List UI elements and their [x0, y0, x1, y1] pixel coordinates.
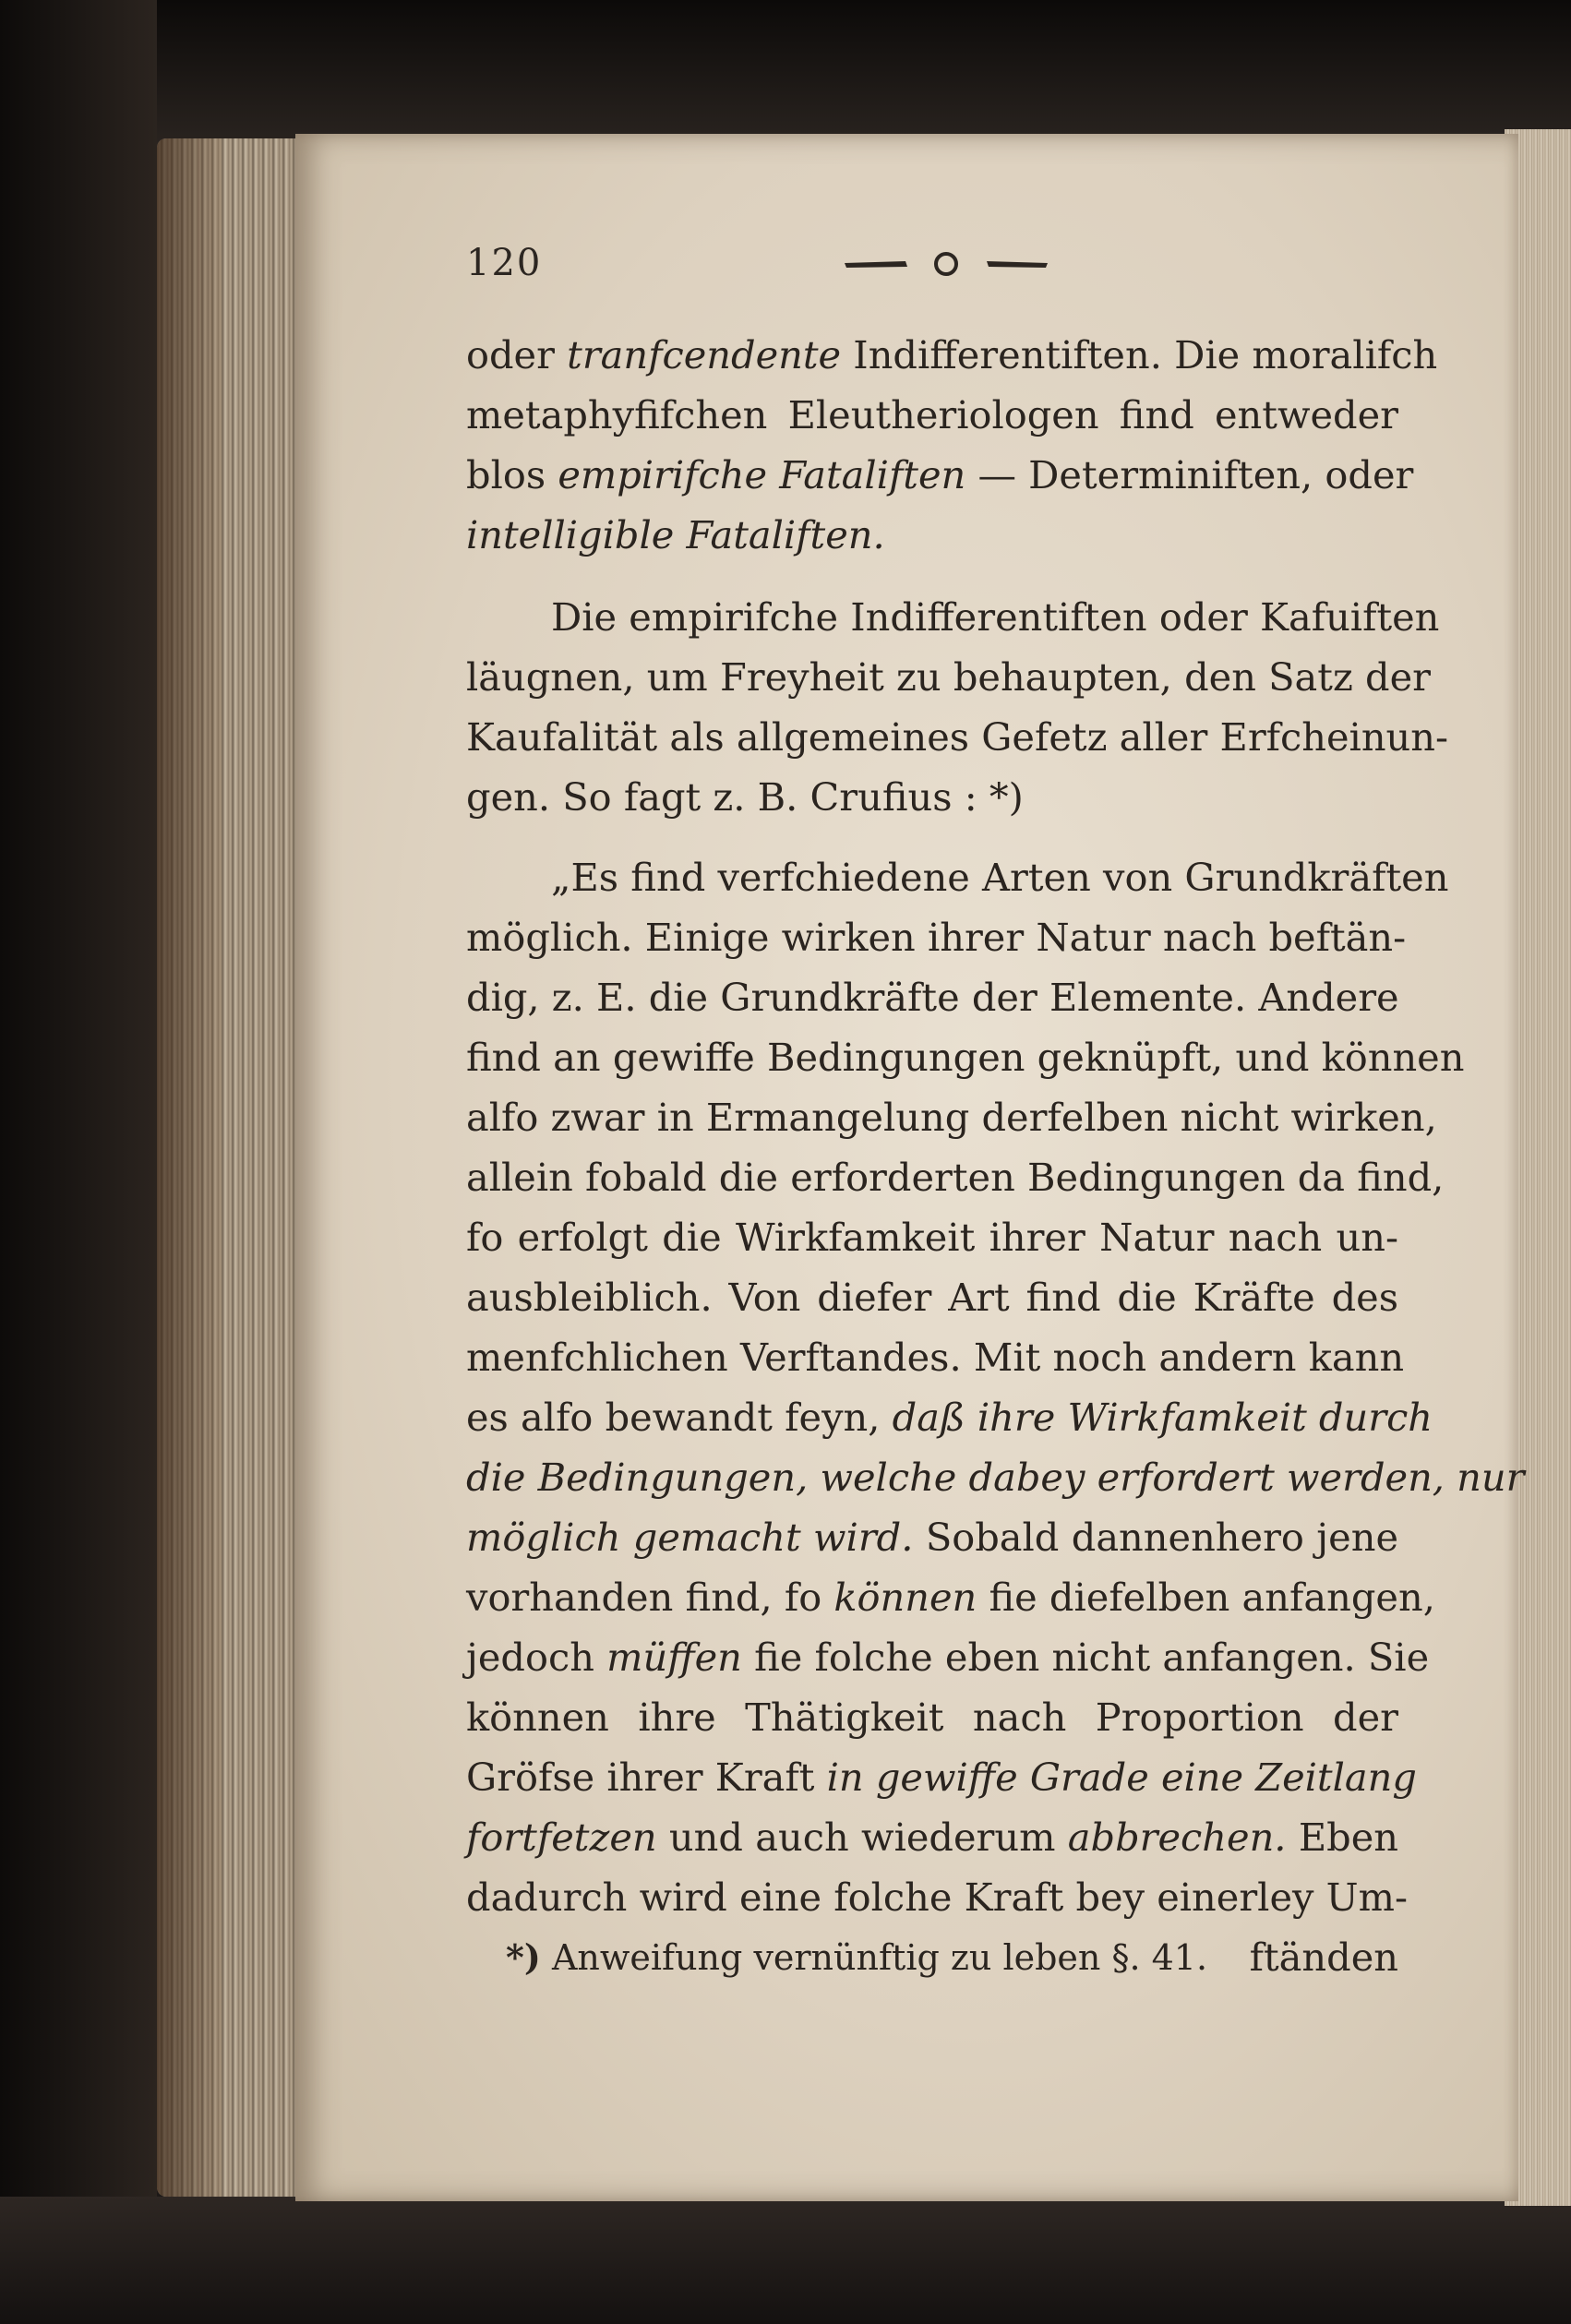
italic-phrase: die Bedingungen, welche dabey erfordert werden, nur — [466, 1455, 1525, 1500]
photo-backdrop-bottom — [0, 2197, 1571, 2324]
page-number: 120 — [466, 242, 543, 284]
text-line — [466, 1207, 1398, 1267]
footnote-mark: *) — [506, 1936, 541, 1978]
text-run: dadurch wird eine folche Kraft bey einerley Um- — [466, 1875, 1408, 1920]
text-line — [466, 1807, 1398, 1867]
text-run: ausbleiblich. Von diefer Art find die Kräfte des — [466, 1275, 1398, 1320]
text-run: Sobald dannenhero jene — [913, 1515, 1399, 1560]
text-line — [466, 325, 1438, 385]
italic-phrase: empirifche Fataliften — [558, 452, 966, 497]
text-run: menfchlichen Verftandes. Mit noch andern kann — [466, 1335, 1405, 1380]
italic-phrase: möglich gemacht wird. — [466, 1515, 914, 1560]
italic-phrase: daß ihre Wirkfamkeit durch — [892, 1395, 1433, 1440]
text-line — [466, 907, 1407, 967]
text-line — [466, 1387, 1433, 1447]
text-run: möglich. Einige wirken ihrer Natur nach beftän- — [466, 915, 1407, 960]
italic-phrase: abbrechen. — [1067, 1815, 1287, 1860]
text-line — [466, 967, 1398, 1027]
text-line — [466, 587, 1440, 647]
text-line — [466, 1687, 1398, 1747]
photo-backdrop-left — [0, 0, 157, 2324]
text-run: Indifferentiften. Die moralifch — [841, 332, 1438, 377]
italic-phrase: müffen — [606, 1635, 742, 1680]
text-line — [466, 505, 1398, 565]
text-run: vorhanden find, fo — [466, 1575, 834, 1620]
italic-phrase: fortfetzen — [466, 1815, 657, 1860]
body-text — [466, 325, 1525, 1987]
text-run: Die empirifche Indifferentiften oder Kafuiften — [551, 594, 1440, 640]
text-run: „Es find verfchiedene Arten von Grundkräften — [551, 855, 1449, 900]
paragraph-gap — [466, 827, 1398, 847]
italic-phrase: in gewiffe Grade eine Zeitlang — [826, 1755, 1417, 1800]
text-run: fo erfolgt die Wirkfamkeit ihrer Natur nach un- — [466, 1215, 1398, 1260]
text-line — [466, 707, 1449, 767]
text-line — [466, 1747, 1417, 1807]
text-line — [466, 1627, 1430, 1687]
text-run: allein fobald die erforderten Bedingungen da find, — [466, 1155, 1445, 1200]
text-run: können ihre Thätigkeit nach Proportion der — [466, 1695, 1398, 1740]
text-run: — Determiniften, oder — [965, 452, 1414, 497]
text-run: fie folche eben nicht anfangen. Sie — [741, 1635, 1430, 1680]
text-line — [466, 1327, 1405, 1387]
text-line — [466, 1447, 1525, 1507]
page-header — [466, 242, 1389, 297]
text-run: Kaufalität als allgemeines Gefetz aller Erfcheinun- — [466, 714, 1449, 760]
text-line — [466, 1507, 1398, 1567]
book-spine-shadow — [157, 138, 222, 2197]
paragraph-gap — [466, 565, 1398, 587]
text-line — [466, 1867, 1408, 1927]
text-run: läugnen, um Freyheit zu behaupten, den Satz der — [466, 654, 1431, 700]
footnote-text: Anweifung vernünftig zu leben §. 41. — [540, 1937, 1208, 1978]
text-line — [466, 647, 1431, 707]
text-line — [466, 847, 1449, 907]
catchword: ftänden — [1249, 1935, 1398, 1980]
text-run: und auch wiederum — [656, 1815, 1068, 1860]
text-line — [466, 1087, 1437, 1147]
text-run: Gröfse ihrer Kraft — [466, 1755, 827, 1800]
text-run: es alfo bewandt feyn, — [466, 1395, 893, 1440]
text-run: gen. So fagt z. B. Crufius : *) — [466, 774, 1024, 820]
text-line — [466, 1027, 1465, 1087]
italic-phrase: können — [833, 1575, 977, 1620]
photo-backdrop-top — [0, 0, 1571, 148]
text-run: jedoch — [466, 1635, 607, 1680]
text-line — [466, 1267, 1398, 1327]
text-run: Eben — [1286, 1815, 1398, 1860]
text-run: blos — [466, 452, 558, 497]
text-line — [466, 1147, 1445, 1207]
text-run: dig, z. E. die Grundkräfte der Elemente. Andere — [466, 975, 1399, 1020]
footnote — [506, 1936, 1337, 1978]
text-run: alfo zwar in Ermangelung derfelben nicht wirken, — [466, 1095, 1437, 1140]
text-line — [466, 767, 1398, 827]
text-run: oder — [466, 332, 568, 377]
text-line — [466, 445, 1414, 505]
text-line — [466, 385, 1398, 445]
text-run: fie diefelben anfangen, — [977, 1575, 1435, 1620]
italic-phrase: intelligible Fataliften. — [466, 512, 885, 557]
text-run: find an gewiffe Bedingungen geknüpft, und können — [466, 1035, 1465, 1080]
italic-phrase: tranfcendente — [567, 332, 842, 377]
text-line — [466, 1567, 1435, 1627]
ornament-icon — [833, 246, 1060, 282]
text-run: metaphyfifchen Eleutheriologen find entweder — [466, 392, 1398, 437]
